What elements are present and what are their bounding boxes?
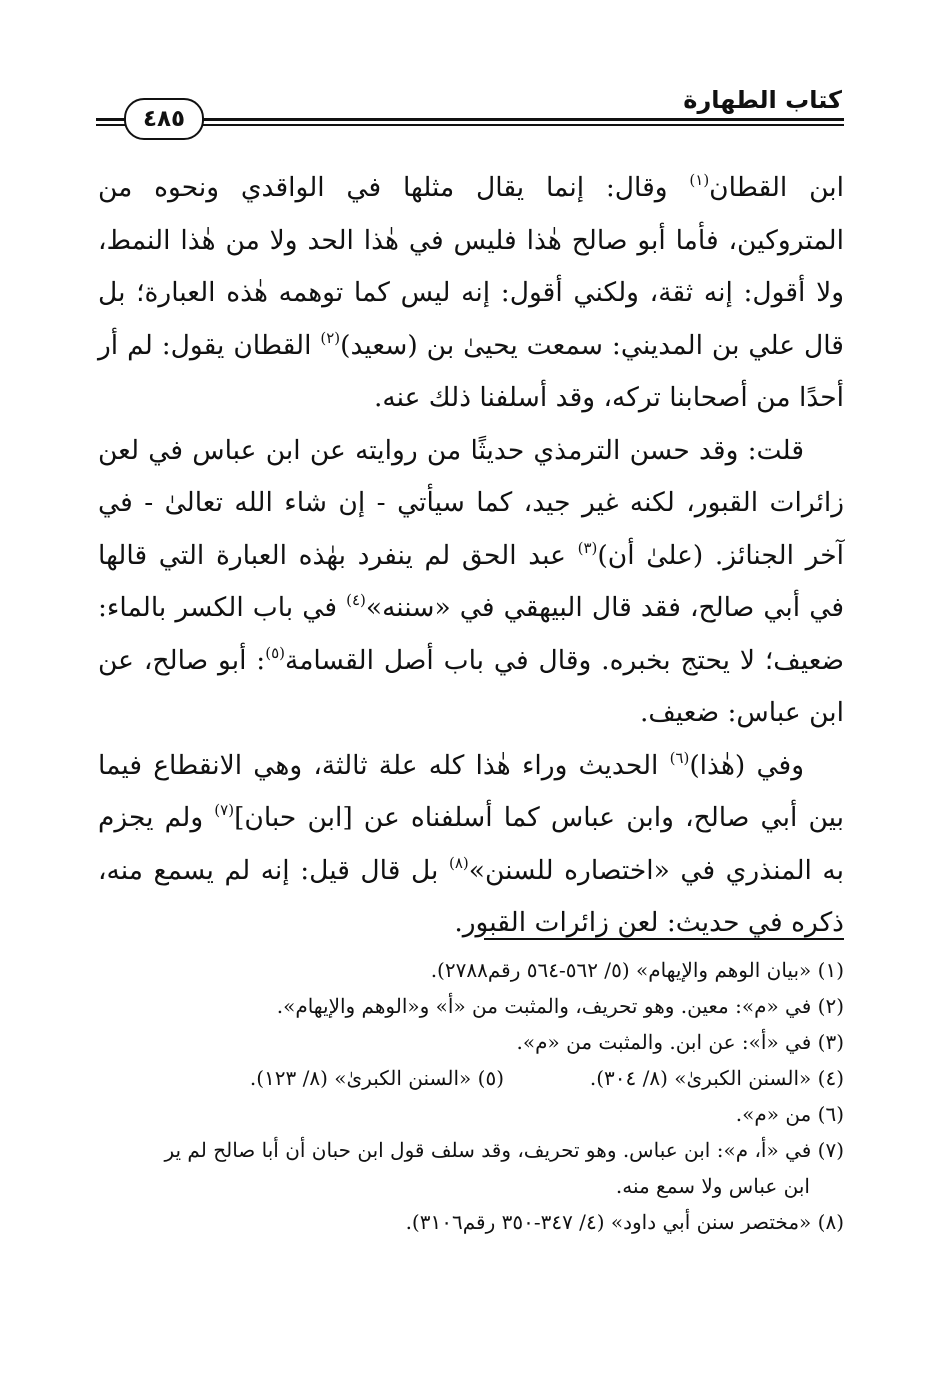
text-run: : أبو صالح، عن ابن عباس: ضعيف.	[98, 644, 844, 728]
footnote-4: (٤) «السنن الكبرىٰ» (٨/ ٣٠٤).	[589, 1066, 844, 1090]
paragraph-1	[98, 162, 844, 425]
text-run: وقال: إنما يقال مثلها في الواقدي ونحوه من المتروكين، فأما أبو صالح هٰذا فليس في هٰذا الحد ولا من هٰذا النمط، ولا أقول: إنه ثقة، ولكني أقول: إنه ليس كما توهمه هٰذه العبارة؛ بل قال علي بن المديني: سمعت يحيىٰ بن (سعيد)	[98, 172, 844, 361]
page-number: ٤٨٥	[124, 98, 204, 140]
text-run: القطان يقول: لم أر أحدًا من أصحابنا تركه، وقد أسلفنا ذلك عنه.	[98, 329, 844, 413]
footnote-ref-3[interactable]: (٣)	[577, 538, 598, 557]
footnote-ref-5[interactable]: (٥)	[265, 643, 286, 662]
running-head-title: كتاب الطهارة	[683, 86, 842, 114]
paragraph-2	[98, 425, 844, 740]
text-run: عبد الحق لم ينفرد بهٰذه العبارة التي قالها في أبي صالح، فقد قال البيهقي في «سننه»	[98, 539, 844, 623]
text-run: وفي (هٰذا)	[689, 749, 804, 781]
footnote-ref-1[interactable]: (١)	[689, 171, 710, 189]
footnote-ref-8[interactable]: (٨)	[448, 853, 469, 872]
footnote-7	[98, 1132, 844, 1204]
footnote-ref-7[interactable]: (٧)	[214, 801, 235, 819]
footnote-5: (٥) «السنن الكبرىٰ» (٨/ ١٢٣).	[249, 1066, 504, 1090]
footnotes	[98, 952, 844, 1240]
header-rule-thin	[96, 124, 844, 126]
paragraph-3	[98, 740, 844, 950]
footnote-7-line-2: ابن عباس ولا سمع منه.	[615, 1174, 810, 1198]
text-run: قلت: وقد حسن الترمذي حديثًا من روايته عن ابن عباس في لعن زائرات القبور، لكنه غير جيد، كما سيأتي - إن شاء الله تعالىٰ - في آخر الجنائز. (علىٰ أن)	[98, 434, 844, 571]
text-run: ولم يجزم به المنذري في «اختصاره للسنن»	[98, 802, 845, 886]
footnote-3: (٣) في «أ»: عن ابن. والمثبت من «م».	[516, 1030, 844, 1054]
footnote-6: (٦) من «م».	[735, 1102, 844, 1126]
footnote-ref-4[interactable]: (٤)	[346, 591, 366, 609]
header-rule	[96, 112, 844, 132]
footnote-2: (٢) في «م»: معين. وهو تحريف، والمثبت من «أ» و«الوهم والإيهام».	[276, 994, 844, 1018]
text-run: الحديث وراء هٰذا كله علة ثالثة، وهي الانقطاع فيما بين أبي صالح، وابن عباس كما أسلفناه عن [ابن حبان]	[98, 749, 844, 833]
footnote-separator	[484, 938, 844, 940]
main-text	[98, 162, 844, 950]
footnote-row-4-5	[98, 1060, 844, 1096]
text-run: ابن القطان	[709, 172, 844, 203]
footnote-7-line-1: (٧) في «أ، م»: ابن عباس. وهو تحريف، وقد سلف قول ابن حبان أن أبا صالح لم ير	[164, 1138, 844, 1162]
footnote-8: (٨) «مختصر سنن أبي داود» (٤/ ٣٤٧-٣٥٠ رقم٣١٠٦).	[405, 1210, 844, 1234]
footnote-ref-2[interactable]: (٢)	[320, 328, 341, 347]
text-run: بل قال قيل: إنه لم يسمع منه، ذكره في حديث: لعن زائرات القبور.	[98, 854, 844, 938]
text-run: في باب الكسر بالماء: ضعيف؛ لا يحتج بخبره. وقال في باب أصل القسامة	[98, 592, 845, 676]
footnote-ref-6[interactable]: (٦)	[669, 748, 690, 767]
header-rule-thick	[96, 118, 844, 121]
footnote-1: (١) «بيان الوهم والإيهام» (٥/ ٥٦٢-٥٦٤ رقم٢٧٨٨).	[430, 958, 844, 982]
